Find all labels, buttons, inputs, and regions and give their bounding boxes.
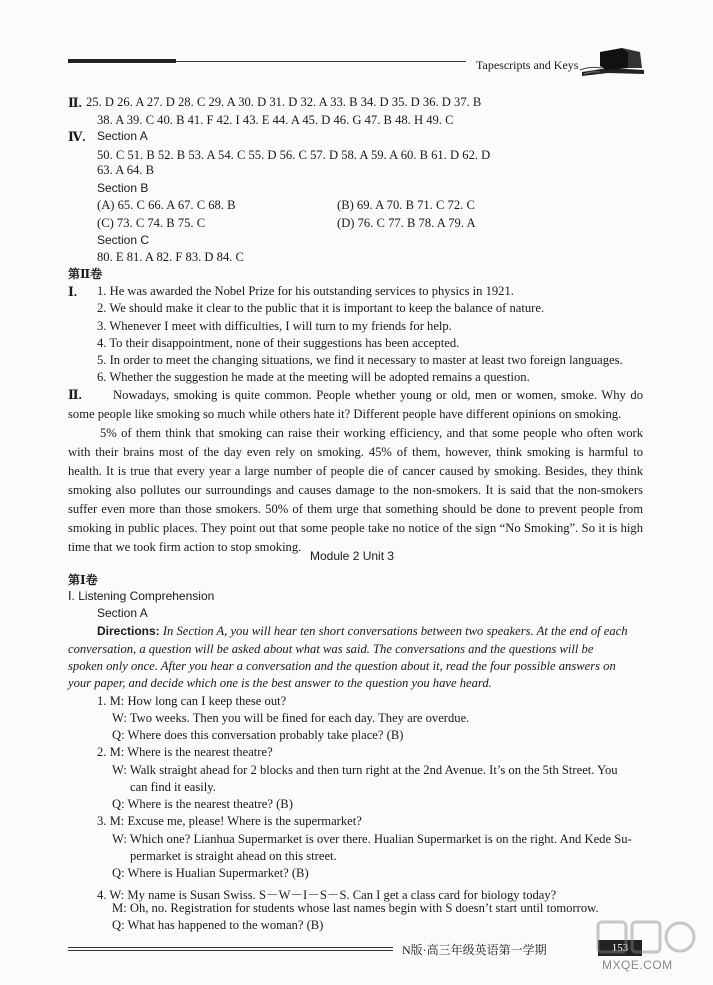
key-section-a-title: Section A xyxy=(97,129,148,143)
dialogue-4-man: M: Oh, no. Registration for students whose last names begin with S doesn’t start until tomorrow. xyxy=(112,901,599,915)
dialogue-2-question: Q: Where is the nearest theatre? (B) xyxy=(112,797,293,811)
sentence-5: 5. In order to meet the changing situations, we find it necessary to master at least two foreign languages. xyxy=(97,353,623,367)
dialogue-1-woman: W: Two weeks. Then you will be fined for each day. They are overdue. xyxy=(112,711,470,725)
essay xyxy=(68,386,643,557)
dialogue-3-woman-2: permarket is straight ahead on this street. xyxy=(130,849,337,863)
key-section-2-label: Ⅱ. xyxy=(68,96,82,110)
sentence-3: 3. Whenever I meet with difficulties, I will turn to my friends for help. xyxy=(97,319,452,333)
key-row-5: 80. E 81. A 82. F 83. D 84. C xyxy=(97,250,244,264)
directions-line-3: spoken only once. After you hear a conversation and the question about it, read the four possible answers on xyxy=(68,659,616,673)
dialogue-3-question: Q: Where is Hualian Supermarket? (B) xyxy=(112,866,309,880)
running-header: Tapescripts and Keys xyxy=(476,58,579,72)
key-section-c-title: Section C xyxy=(97,233,150,247)
directions-line-4: your paper, and decide which one is the best answer to the question you have heard. xyxy=(68,676,492,690)
key-row-4: 63. A 64. B xyxy=(97,163,155,177)
directions-text-1: In Section A, you will hear ten short conversations between two speakers. At the end of each xyxy=(162,624,628,638)
sentence-4: 4. To their disappointment, none of their suggestions has been accepted. xyxy=(97,336,460,350)
key-section-b-title: Section B xyxy=(97,181,149,195)
translation-section-label: Ⅰ. xyxy=(68,285,78,299)
listening-section-a-title: Section A xyxy=(97,606,148,620)
dialogue-2-woman-2: can find it easily. xyxy=(130,780,216,794)
part-1-heading: 第Ⅰ卷 xyxy=(68,573,98,587)
essay-section-label: Ⅱ. xyxy=(68,388,82,402)
directions-label: Directions: xyxy=(97,624,160,638)
dialogue-1-question: Q: Where does this conversation probably take place? (B) xyxy=(112,728,404,742)
key-b-right-1: (B) 69. A 70. B 71. C 72. C xyxy=(337,198,475,212)
dialogue-4-question: Q: What has happened to the woman? (B) xyxy=(112,918,324,932)
key-row-1: 25. D 26. A 27. D 28. C 29. A 30. D 31. D 32. A 33. B 34. D 35. D 36. D 37. B xyxy=(86,95,482,109)
key-section-4-label: Ⅳ. xyxy=(68,130,86,144)
key-b-right-2: (D) 76. C 77. B 78. A 79. A xyxy=(337,216,476,230)
dialogue-2-man: 2. M: Where is the nearest theatre? xyxy=(97,745,273,759)
dialogue-3-man: 3. M: Excuse me, please! Where is the supermarket? xyxy=(97,814,362,828)
key-b-left-1: (A) 65. C 66. A 67. C 68. B xyxy=(97,198,236,212)
footer-rule-bottom xyxy=(68,950,393,951)
watermark-text: MXQE.COM xyxy=(602,958,673,972)
sentence-6: 6. Whether the suggestion he made at the meeting will be adopted remains a question. xyxy=(97,370,530,384)
key-row-3: 50. C 51. B 52. B 53. A 54. C 55. D 56. C 57. D 58. A 59. A 60. B 61. D 62. D xyxy=(97,148,491,162)
sentence-1: 1. He was awarded the Nobel Prize for his outstanding services to physics in 1921. xyxy=(97,284,514,298)
page-number: 153 xyxy=(598,940,642,956)
module-title: Module 2 Unit 3 xyxy=(310,549,395,563)
header-thin-rule xyxy=(176,61,466,62)
books-icon xyxy=(578,46,648,78)
dialogue-3-woman-1: W: Which one? Lianhua Supermarket is over there. Hualian Supermarket is on the right. And Kede Su- xyxy=(112,832,632,846)
sentence-2: 2. We should make it clear to the public that it is important to keep the balance of nature. xyxy=(97,301,545,315)
dialogue-1-man: 1. M: How long can I keep these out? xyxy=(97,694,287,708)
essay-paragraph-1: Nowadays, smoking is quite common. People whether young or old, men or women, smoke. Why do some people like smoking so much while others hate it? Different people have different opinions on smoking. xyxy=(68,388,643,421)
footer-rule-top xyxy=(68,947,393,948)
directions-line-2: conversation, a question will be asked about what was said. The conversations and the questions will be xyxy=(68,642,594,656)
key-row-2: 38. A 39. C 40. B 41. F 42. I 43. E 44. A 45. D 46. G 47. B 48. H 49. C xyxy=(97,113,454,127)
key-b-left-2: (C) 73. C 74. B 75. C xyxy=(97,216,206,230)
listening-section-title: Ⅰ. Listening Comprehension xyxy=(68,589,215,603)
header-thick-rule xyxy=(68,59,176,63)
essay-paragraph-2: 5% of them think that smoking can raise their working efficiency, and that some people who often work with their brains most of the day even rely on smoking. 45% of them, however, think smoking is harmful to health. It is true that every year a large number of people die of cancer caused by smoking. Besides, they think smoking also pollutes our surroundings and causes damage to the non-smokers. It is said that the non-smokers suffer even more than those smokers. 50% of them urge that something should be done to prevent people from smoking in public places. They point out that some people take no notice of the sign “No Smoking”. So it is high time that we took firm action to stop smoking. xyxy=(68,426,643,554)
dialogue-2-woman-1: W: Walk straight ahead for 2 blocks and then turn right at the 2nd Avenue. It’s on the 5th Street. You xyxy=(112,763,618,777)
footer-edition: N版·高三年级英语第一学期 xyxy=(402,943,547,957)
part-2-heading: 第Ⅱ卷 xyxy=(68,267,103,281)
dialogue-4-woman: 4. W: My name is Susan Swiss. S－W－I－S－S. Can I get a class card for biology today? xyxy=(97,888,557,902)
directions-line-1 xyxy=(97,624,628,639)
